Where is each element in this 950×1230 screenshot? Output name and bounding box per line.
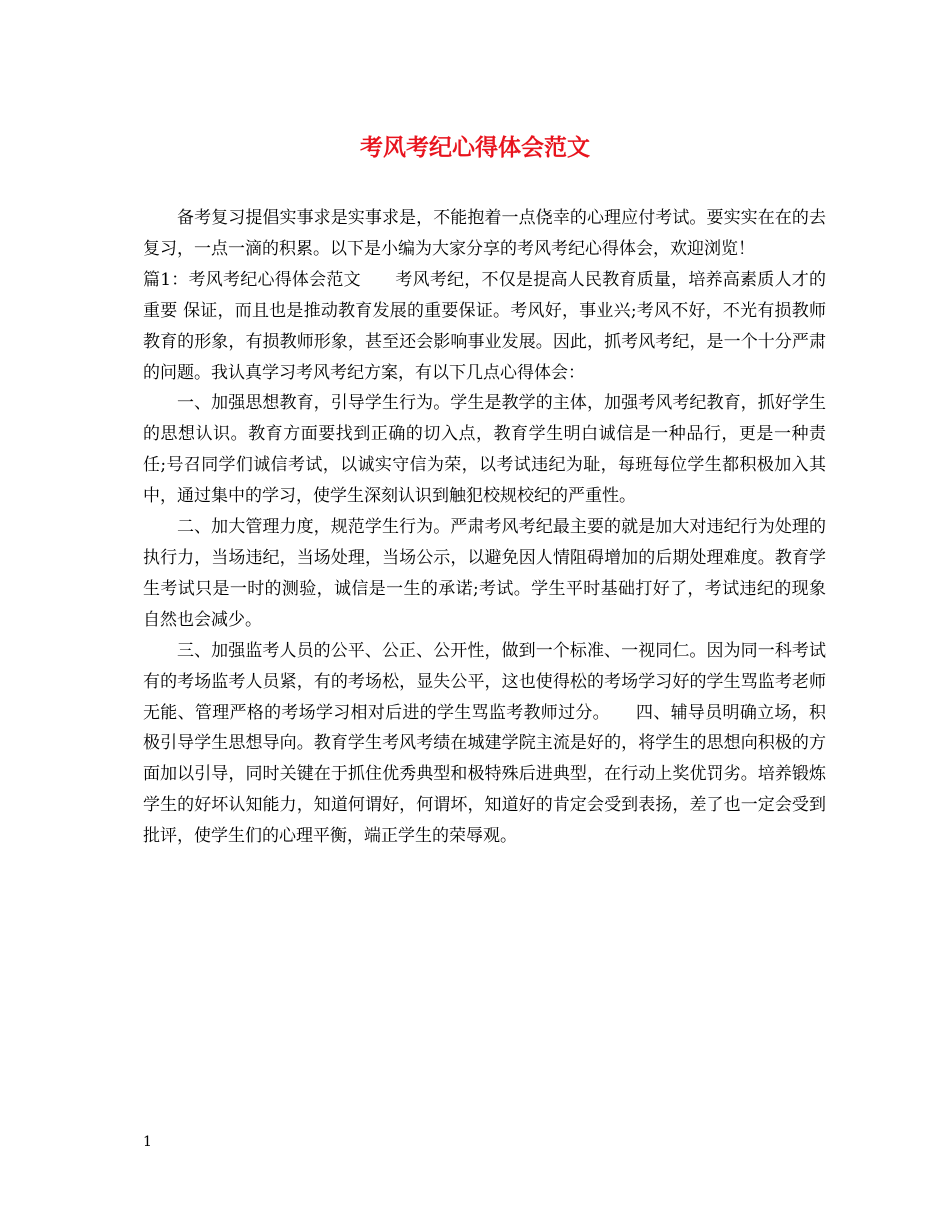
point-3-4-paragraph: 三、加强监考人员的公平、公正、公开性，做到一个标准、一视同仁。因为同一科考试有的考场监考人员紧，有的考场松，显失公平，这也使得松的考场学习好的学生骂监考老师无能、管理严格的考场学习相对后进的学生骂监考教师过分。 四、辅导员明确立场，积极引导学生思想导向。教育学生考风考绩在城建学院主流是好的，将学生的思想向积极的方面加以引导，同时关键在于抓住优秀典型和极特殊后进典型，在行动上奖优罚劣。培养锻炼学生的好坏认知能力，知道何谓好，何谓坏，知道好的肯定会受到表扬，差了也一定会受到批评，使学生们的心理平衡，端正学生的荣辱观。	[143, 640, 826, 847]
document-body	[143, 203, 826, 852]
page-number: 1	[143, 1134, 152, 1150]
intro-paragraph: 备考复习提倡实事求是实事求是，不能抱着一点侥幸的心理应付考试。要实实在在的去复习，一点一滴的积累。以下是小编为大家分享的考风考纪心得体会，欢迎浏览！	[143, 208, 826, 259]
point-1-paragraph: 一、加强思想教育，引导学生行为。学生是教学的主体，加强考风考纪教育，抓好学生的思想认识。教育方面要找到正确的切入点，教育学生明白诚信是一种品行，更是一种责任;号召同学们诚信考试，以诚实守信为荣，以考试违纪为耻，每班每位学生都积极加入其中，通过集中的学习，使学生深刻认识到触犯校规校纪的严重性。	[143, 393, 826, 507]
point-2-paragraph: 二、加大管理力度，规范学生行为。严肃考风考纪最主要的就是加大对违纪行为处理的执行力，当场违纪，当场处理，当场公示，以避免因人情阻碍增加的后期处理难度。教育学生考试只是一时的测验，诚信是一生的承诺;考试。学生平时基础打好了，考试违纪的现象自然也会减少。	[143, 517, 826, 630]
document-title: 考风考纪心得体会范文	[360, 134, 590, 161]
article-1-paragraph: 篇1：考风考纪心得体会范文 考风考纪，不仅是提高人民教育质量，培养高素质人才的重要 保证，而且也是推动教育发展的重要保证。考风好，事业兴;考风不好，不光有损教师教育的形象，有损教师形象，甚至还会影响事业发展。因此，抓考风考纪，是一个十分严肃的问题。我认真学习考风考纪方案，有以下几点心得体会：	[143, 269, 826, 383]
